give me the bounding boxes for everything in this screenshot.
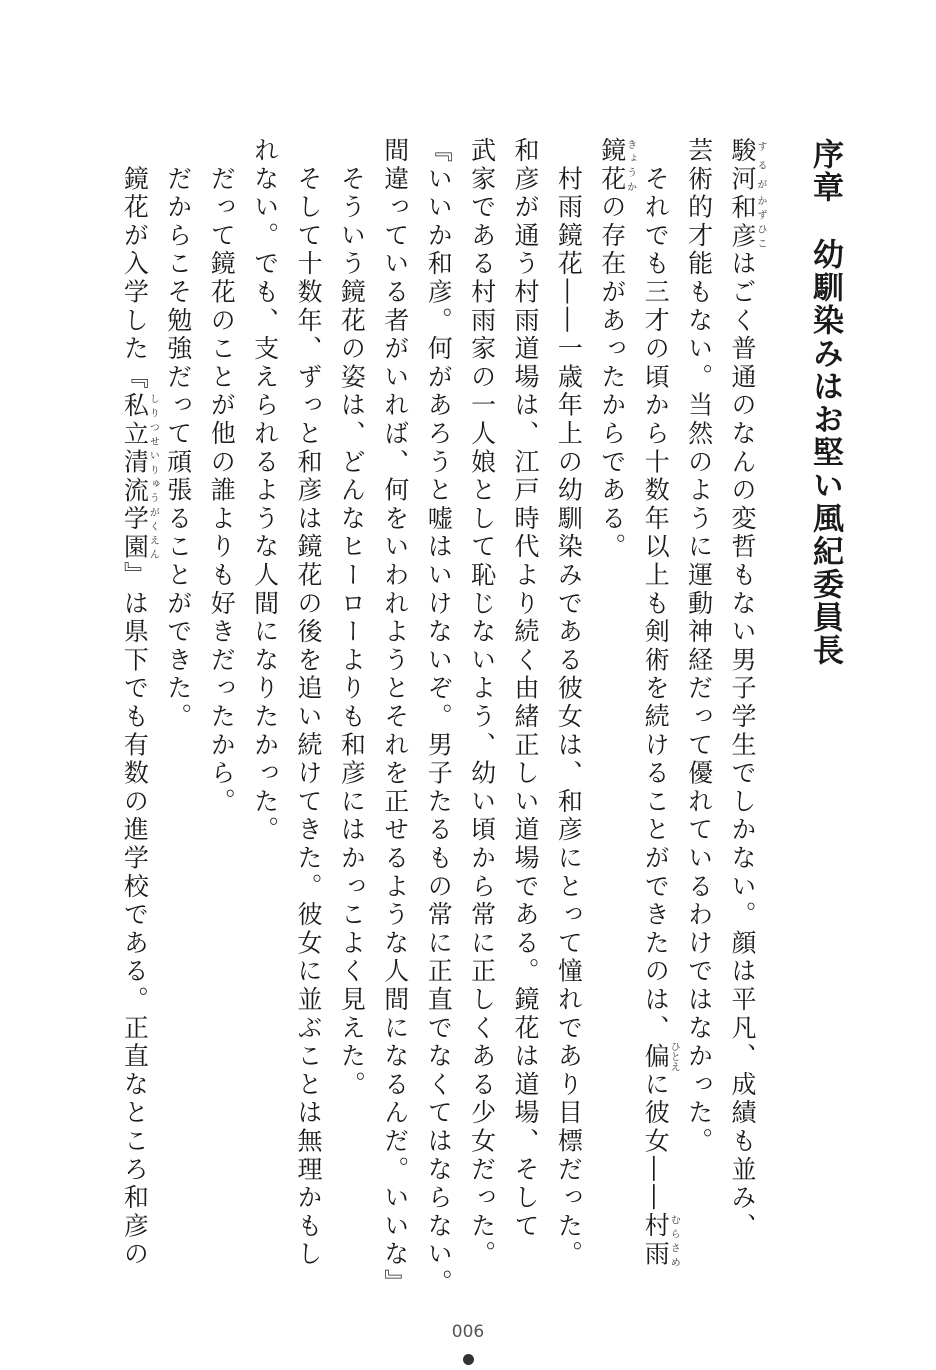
page-number: 006 (451, 1322, 485, 1342)
text-segment: 武家である村雨家の一人娘として恥じないよう、幼い頃から常に正しくある少女だった。 (467, 137, 497, 1269)
text-line (337, 137, 367, 1100)
text-segment: そして十数年、ずっと和彦は鏡花の後を追い続けてきた。彼女に並ぶことは無理かもし (294, 137, 323, 1269)
text-segment: れない。でも、支えられるような人間になりたかった。 (250, 137, 280, 845)
furigana: ひとえ (668, 1041, 680, 1072)
text-line (207, 137, 237, 817)
ruby-word: 私立清流学園しりつせいりゅうがくえん (120, 391, 159, 562)
ruby-word: 偏ひとえ (641, 1041, 680, 1072)
text-line (686, 137, 712, 1156)
furigana: むらさめ (668, 1212, 680, 1270)
text-segment: に彼女―― (641, 1070, 671, 1213)
text-segment: そういう鏡花の姿は、どんなヒーローよりも和彦にはかっこよく見えた。 (337, 137, 367, 1100)
text-segment: だからこそ勉強だって頑張ることができた。 (163, 137, 193, 732)
text-segment: それでも三才の頃から十数年以上も剣術を続けることができたのは、 (641, 137, 671, 1043)
ruby-word: 村雨むらさめ (641, 1212, 680, 1270)
text-segment: 』は県下でも有数の進学校である。正直なところ和彦の (120, 561, 150, 1270)
text-segment: 和彦が通う村雨道場は、江戸時代より続く由緒正しい道場である。鏡花は道場、そして (511, 137, 540, 1241)
chapter-heading (808, 138, 842, 667)
text-line (512, 137, 538, 1241)
text-line (121, 137, 158, 1269)
text-line (554, 137, 584, 1269)
text-line (729, 137, 766, 1241)
text-line (252, 137, 278, 845)
text-line (599, 137, 636, 562)
page-dot-mark (463, 1354, 474, 1365)
text-line (642, 137, 679, 1269)
text-segment: 『いいか和彦。何があろうと嘘はいけないぞ。男子たるもの常に正直でなくてはならない。 (424, 137, 454, 1298)
chapter-title: 幼馴染みはお堅い風紀委員長 (807, 238, 843, 667)
text-line (424, 137, 454, 1298)
furigana: するが (755, 137, 766, 194)
text-segment: はごく普通のなんの変哲もない男子学生でしかない。顔は平凡、成績も並み、 (728, 250, 757, 1241)
furigana: かずひこ (755, 193, 766, 251)
text-segment: 間違っている者がいれば、何をいわれようとそれを正せるような人間になるんだ。いいな』 (380, 137, 410, 1298)
text-line (165, 137, 191, 731)
ruby-word: 和彦かずひこ (728, 193, 766, 251)
text-line (382, 137, 408, 1297)
text-segment: 芸術的才能もない。当然のように運動神経だって優れているわけではなかった。 (684, 137, 714, 1156)
text-segment: の存在があったからである。 (597, 193, 627, 562)
text-segment: 鏡花が入学した『 (120, 137, 150, 392)
text-segment: だって鏡花のことが他の誰よりも好きだったから。 (207, 137, 237, 817)
text-segment: 村雨鏡花――一歳年上の幼馴染みである彼女は、和彦にとって憧れであり目標だった。 (554, 137, 584, 1269)
ruby-word: 鏡花きょうか (597, 137, 636, 194)
chapter-label: 序章 (807, 138, 843, 204)
text-line (295, 137, 321, 1269)
furigana: しりつせいりゅうがくえん (147, 391, 159, 562)
text-line (469, 137, 495, 1269)
furigana: きょうか (624, 137, 636, 194)
ruby-word: 駿河するが (728, 137, 766, 194)
